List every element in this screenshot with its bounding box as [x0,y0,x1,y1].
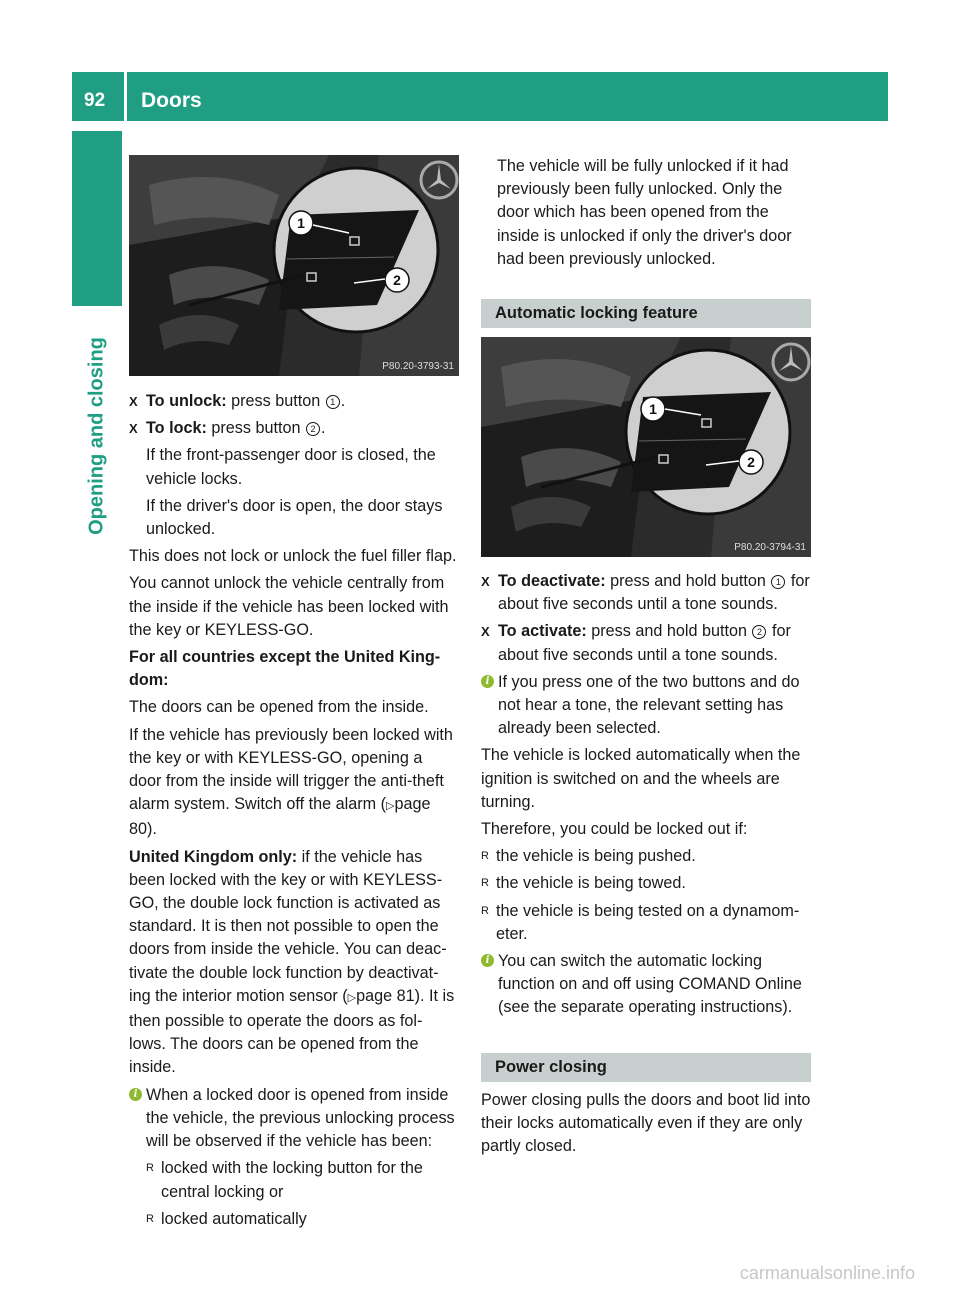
info-icon: i [129,1088,142,1101]
power-closing-text [481,1089,811,1163]
alarm-text: If the vehicle has previously been locked with the key or with KEYLESS-GO, opening a door from the inside will trigger the anti-theft alarm system. Switch off the alarm ( [129,725,453,814]
door-panel-figure-1 [129,155,459,376]
door-panel-figure-2 [481,337,811,557]
watermark [0,1262,960,1285]
unlock-label: To unlock: [146,392,227,410]
page-ref-80[interactable]: page 80 [129,795,431,839]
side-tab-marker [72,131,122,306]
activate-text: press and hold button [591,622,747,641]
step-arrow-icon: X [129,421,138,437]
fully-unlocked-text: The vehicle will be fully unlocked if it had previously been fully unlocked. Only the door which has been opened from the inside is unlocked if only the driver's door had been previously unlocked. [497,157,792,268]
lock-text: press button [211,419,301,438]
lock-label: To lock: [146,419,207,438]
step-arrow-icon: X [481,574,490,589]
info-text: You can switch the automatic locking function on and off using COMAND Online (see the separate operating instructions). [498,952,802,1017]
uk-paragraph [129,846,459,1080]
deactivate-step [481,570,811,616]
locked-out-intro: Therefore, you could be locked out if: [481,820,748,839]
uk-text-end: ). It is then possible to operate the doors as fol-lows. The doors can be opened from the inside. [129,986,455,1077]
open-inside-note: The doors can be opened from the inside. [129,698,429,717]
button-1-ref: 1 [771,575,785,589]
list-bullet-icon: R [481,877,489,890]
side-tab [72,306,122,566]
activate-step [481,620,811,666]
figure2-callout-2: 2 [747,454,755,470]
figure1-callout-2: 2 [393,272,401,288]
info-text: If you press one of the two buttons and do not hear a tone, the relevant setting has already been selected. [498,672,800,738]
info-note-unlocking [129,1084,459,1231]
step-arrow-icon: X [481,624,490,640]
list-item-text: locked with the locking button for the central locking or [161,1159,423,1201]
countries-heading: For all countries except the United King-dom: [129,648,441,690]
uk-text: if the vehicle has been locked with the key or with KEYLESS-GO, the double lock function is activated as standard. It is then not possible to open the doors from inside the vehicle. You can deac-tivate the double lock function by deactivat-ing the interior motion sensor ( [129,847,447,1005]
section-power-closing: Power closing [481,1053,811,1082]
header-divider [124,72,127,121]
page-ref-arrow-icon: ▷ [385,800,395,813]
info-note-comand [481,950,811,1020]
side-tab-label: Opening and closing [85,337,108,535]
fully-unlocked-note [497,155,811,275]
left-column [129,390,459,1235]
unlock-step: X To unlock: press button 1 . [129,390,459,413]
page-ref-81[interactable]: page 81 [356,986,415,1005]
watermark-text: carmanualsonline.info [739,1263,915,1283]
uk-label: United Kingdom only: [129,847,298,866]
figure1-callout-1: 1 [297,215,305,231]
deactivate-label: To deactivate: [498,572,606,590]
list-item [146,1157,459,1203]
list-bullet-icon: R [481,850,489,863]
right-column-lower [481,570,811,1024]
button-2-ref: 2 [752,625,766,639]
figure2-callout-1: 1 [649,401,657,417]
figure2-code: P80.20-3794-31 [734,542,806,553]
lock-step: X To lock: press button 2 . [129,417,459,440]
unlock-text: press button [231,392,321,410]
page-ref-arrow-icon: ▷ [347,991,357,1004]
list-item [481,872,811,895]
activate-text-end: for about five seconds until a tone sounds. [498,622,791,664]
info-note-tone [481,671,811,741]
info-icon: i [481,954,494,967]
alarm-text-end: ). [147,820,157,839]
central-unlock-note: You cannot unlock the vehicle centrally from the inside if the vehicle has been locked with the key or KEYLESS-GO. [129,574,449,639]
deactivate-text: press and hold button [610,572,766,590]
list-bullet-icon: R [146,1212,154,1225]
button-1-ref: 1 [326,395,340,409]
info-text: When a locked door is opened from inside the vehicle, the previous unlocking process will be observed if the vehicle has been: [146,1085,455,1151]
lock-note-passenger: If the front-passenger door is closed, the vehicle locks. [146,446,436,488]
figure1-code: P80.20-3793-31 [382,361,454,372]
list-item [481,845,811,868]
power-closing-paragraph: Power closing pulls the doors and boot lid into their locks automatically even if they are only partly closed. [481,1091,811,1156]
list-item-text: the vehicle is being tested on a dynamom-eter. [496,901,800,943]
page-title: Doors [141,89,202,112]
lock-note-driver: If the driver's door is open, the door stays unlocked. [146,496,443,539]
list-item [146,1208,459,1231]
alarm-paragraph [129,724,459,842]
step-arrow-icon: X [129,394,138,409]
list-bullet-icon: R [481,904,489,917]
button-2-ref: 2 [306,422,320,436]
list-item-text: locked automatically [161,1209,307,1228]
page-number: 92 [84,90,106,111]
list-item [481,900,811,946]
section-automatic-locking: Automatic locking feature [481,299,811,328]
activate-label: To activate: [498,622,587,641]
list-item-text: the vehicle is being pushed. [496,847,696,866]
fuel-flap-note: This does not lock or unlock the fuel filler flap. [129,547,457,566]
locked-auto-note: The vehicle is locked automatically when the ignition is switched on and the wheels are turning. [481,746,801,811]
deactivate-text-end: for about five seconds until a tone sounds. [498,572,810,614]
list-bullet-icon: R [146,1162,154,1175]
list-item-text: the vehicle is being towed. [496,874,686,893]
info-icon: i [481,675,494,688]
